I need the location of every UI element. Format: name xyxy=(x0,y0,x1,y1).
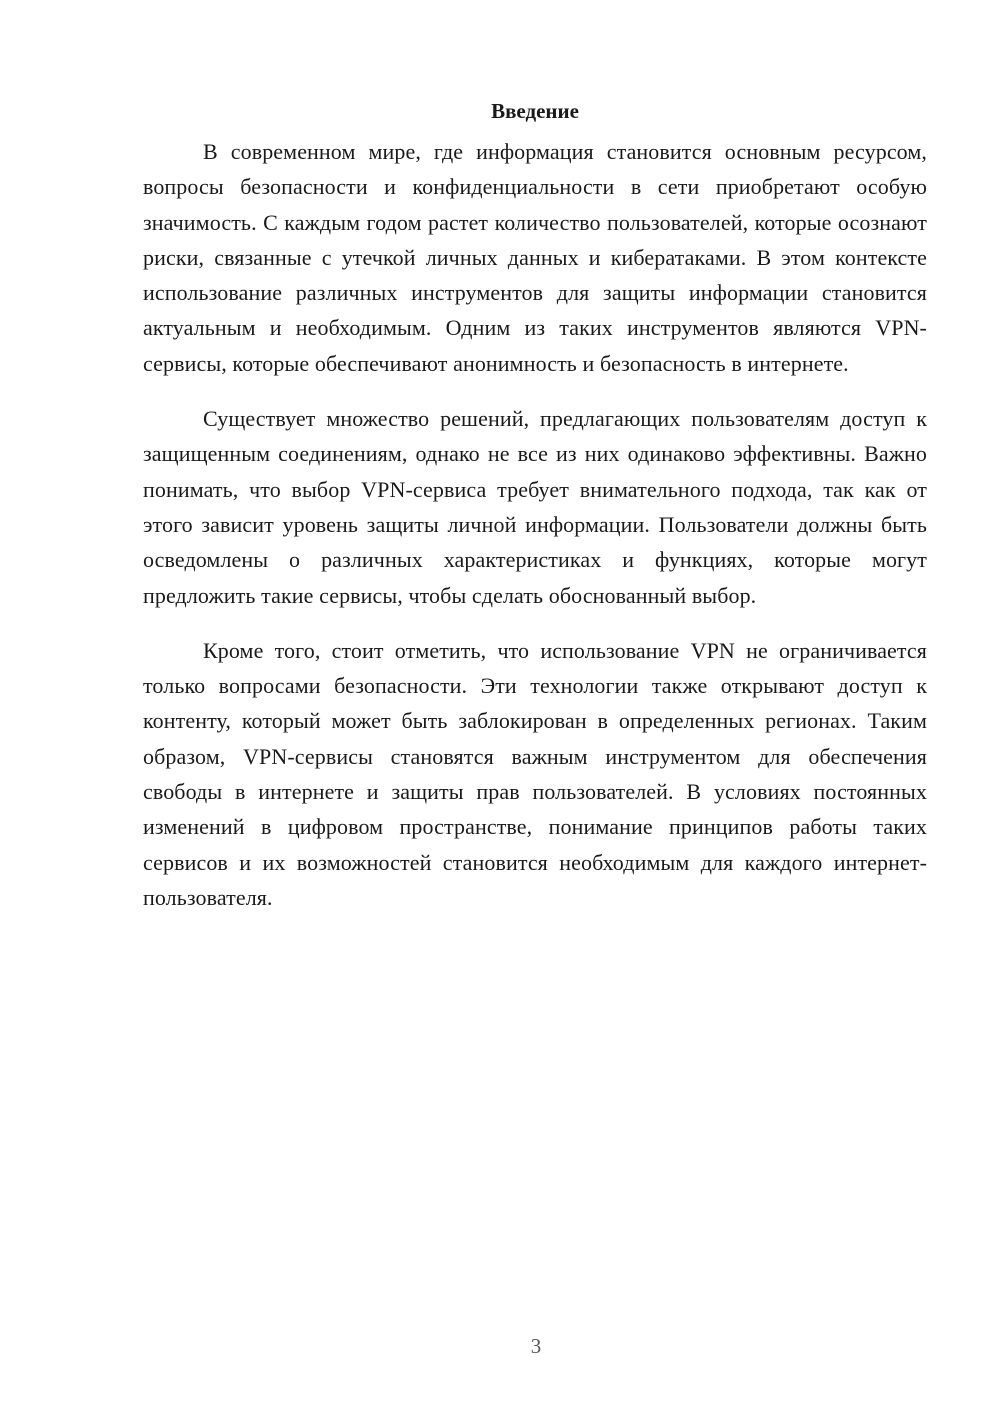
page-number: 3 xyxy=(530,1334,542,1358)
paragraph-2: Существует множество решений, предлагающих пользователям доступ к защищенным соединениям, однако не все из них одинаково эффективны. Важно понимать, что выбор VPN-сервиса требует внимательного подхода, так как от этого зависит уровень защиты личной информации. Пользователи должны быть осведомлены о различных характеристиках и функциях, которые могут предложить такие сервисы, чтобы сделать обоснованный выбор. xyxy=(143,406,927,608)
paragraph-3: Кроме того, стоит отметить, что использование VPN не ограничивается только вопросами безопасности. Эти технологии также открывают доступ к контенту, который может быть заблокирован в определенных регионах. Таким образом, VPN-сервисы становятся важным инструментом для обеспечения свободы в интернете и защиты прав пользователей. В условиях постоянных изменений в цифровом пространстве, понимание принципов работы таких сервисов и их возможностей становится необходимым для каждого интернет-пользователя. xyxy=(143,637,927,910)
paragraph-1: В современном мире, где информация становится основным ресурсом, вопросы безопасности и конфиденциальности в сети приобретают особую значимость. С каждым годом растет количество пользователей, которые осознают риски, связанные с утечкой личных данных и кибератаками. В этом контексте использование различных инструментов для защиты информации становится актуальным и необходимым. Одним из таких инструментов являются VPN-сервисы, которые обеспечивают анонимность и безопасность в интернете. xyxy=(143,139,927,376)
page-content xyxy=(143,93,927,935)
section-title: Введение xyxy=(491,99,579,123)
